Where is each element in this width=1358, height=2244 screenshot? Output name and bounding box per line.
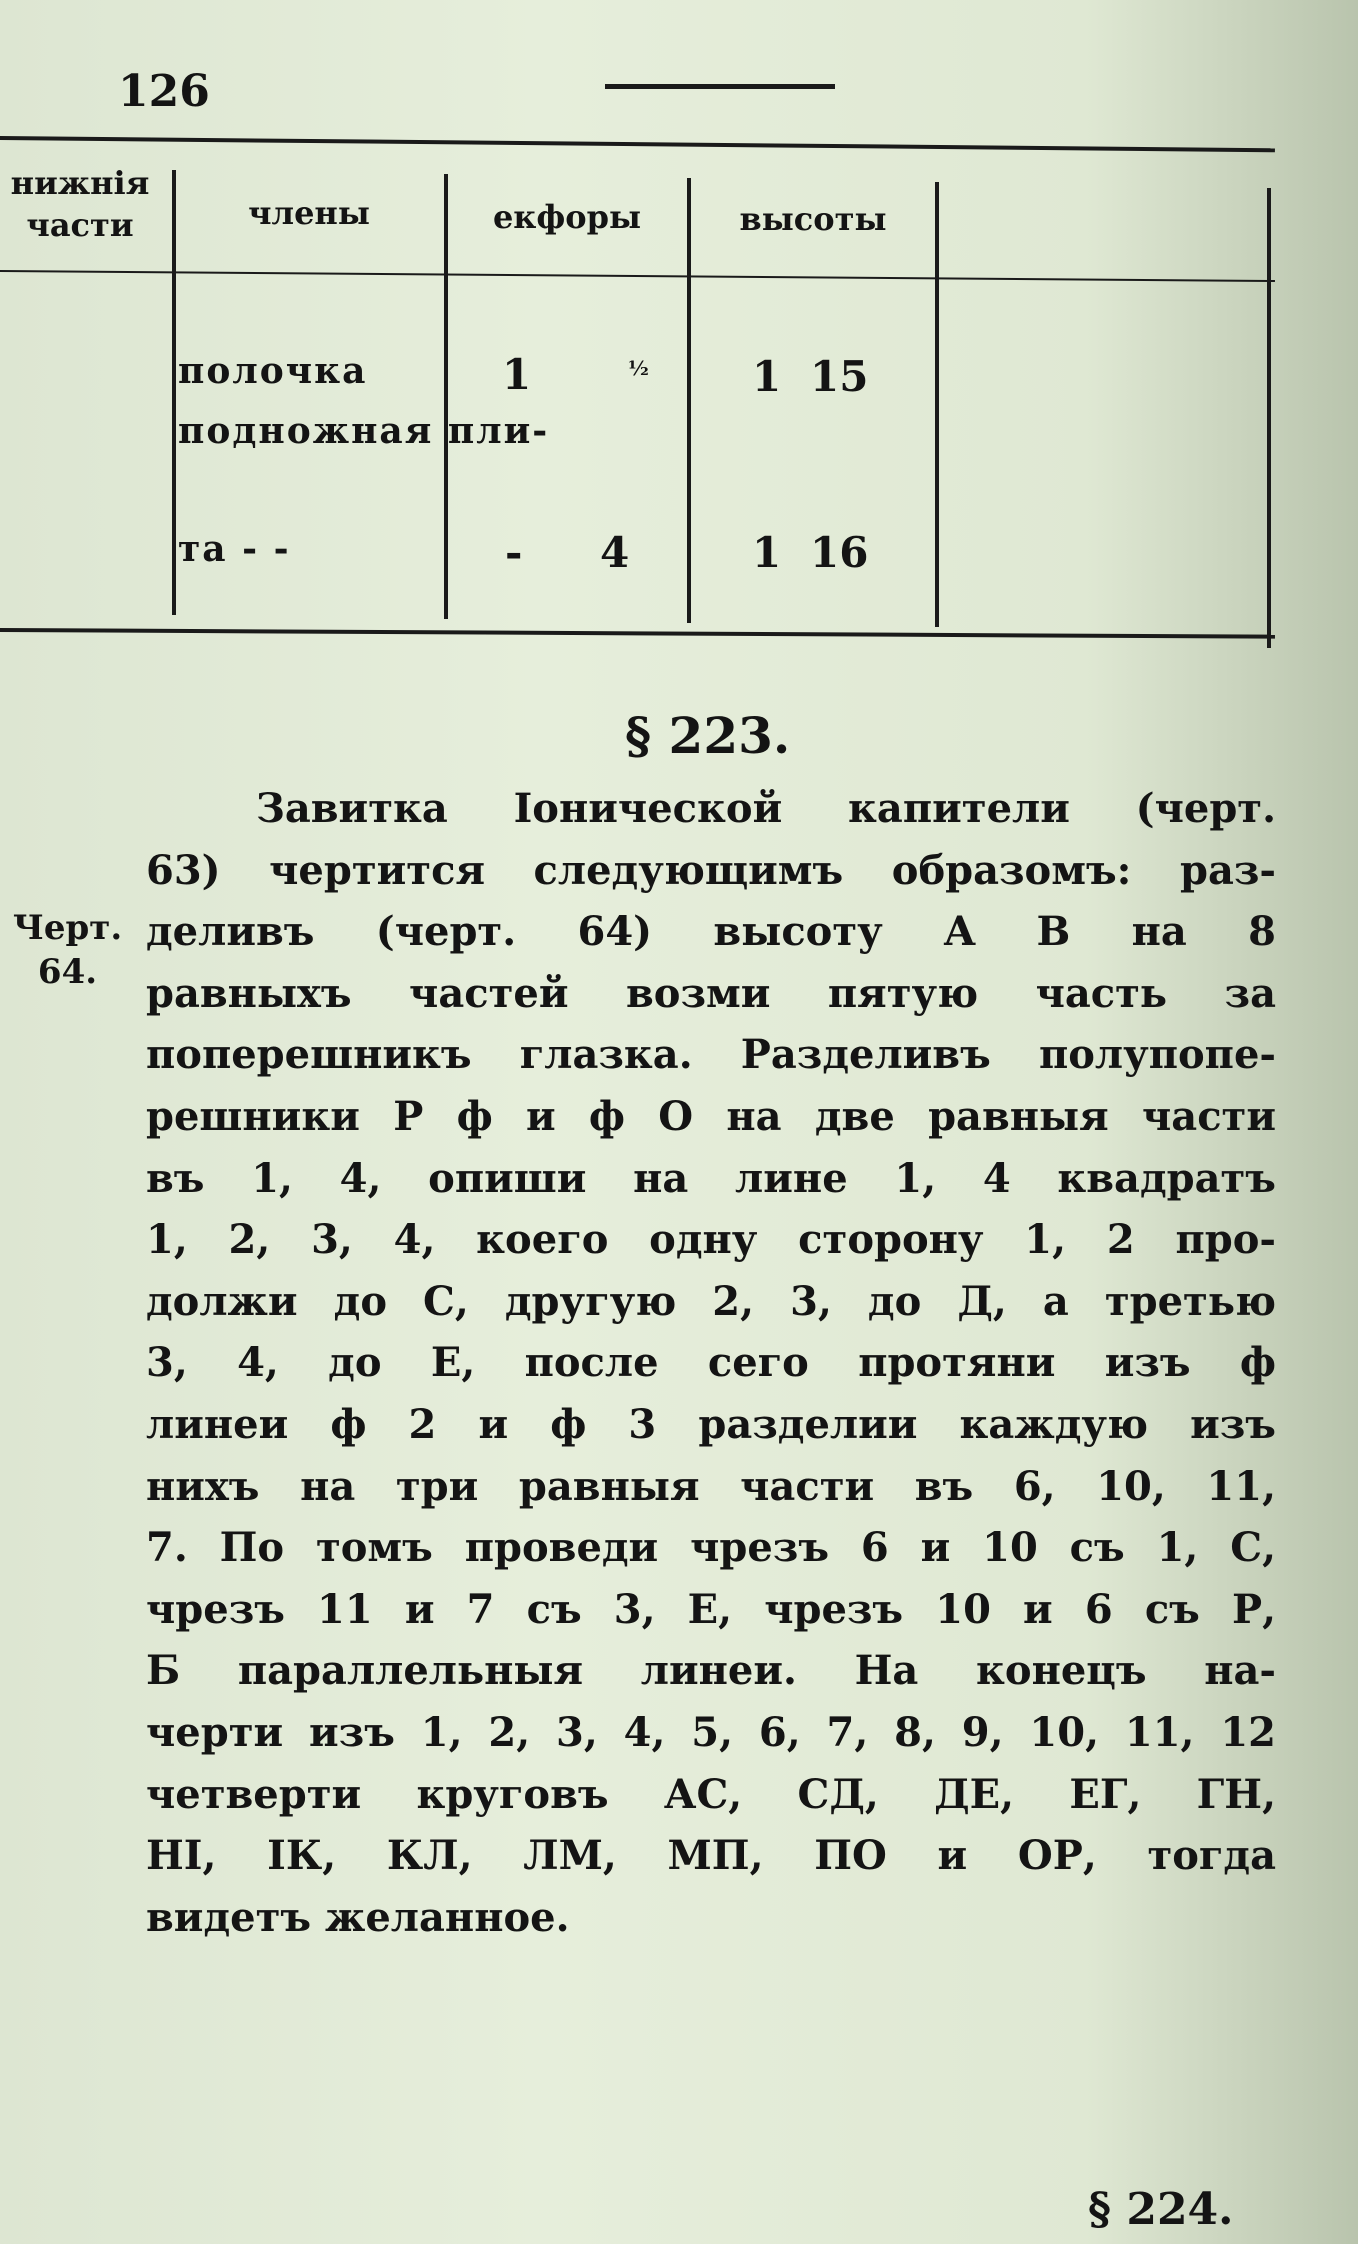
header-heights: высоты bbox=[739, 200, 887, 238]
text-line: 3, 4, до Е, после сего протяни изъ ф bbox=[146, 1339, 1276, 1387]
ekfora-value: - bbox=[505, 528, 523, 577]
table-bottom-rule bbox=[0, 628, 1275, 639]
ekfora-value: 4 bbox=[600, 528, 630, 577]
member-name: подножная пли- bbox=[178, 410, 550, 452]
text-line: линеи ф 2 и ф 3 разделии каждую изъ bbox=[146, 1400, 1276, 1448]
margin-note-line: Черт. bbox=[12, 908, 123, 948]
paragraph bbox=[146, 778, 1276, 1948]
text-line: поперешникъ глазка. Разделивъ полупопе- bbox=[146, 1031, 1276, 1079]
page-number: 126 bbox=[118, 66, 210, 117]
header-ekfora: екфоры bbox=[492, 198, 642, 236]
text-line: деливъ (черт. 64) высоту A B на 8 bbox=[146, 908, 1276, 956]
ekfora-fraction: ½ bbox=[628, 356, 649, 380]
table-top-rule bbox=[0, 136, 1275, 152]
height-value: 1 bbox=[752, 528, 782, 577]
table-right-border bbox=[1267, 188, 1271, 648]
member-name: та - - bbox=[178, 528, 291, 570]
margin-note bbox=[0, 906, 135, 994]
text-line: должи до С, другую 2, 3, до Д, а третью bbox=[146, 1277, 1276, 1325]
member-name: полочка bbox=[178, 350, 368, 392]
column-divider bbox=[172, 170, 176, 615]
text-line: чрезъ 11 и 7 съ 3, Е, чрезъ 10 и 6 съ Р, bbox=[146, 1585, 1276, 1633]
text-line: четверти круговъ АС, СД, ДЕ, ЕГ, ГН, bbox=[146, 1770, 1276, 1818]
height-value: 15 bbox=[810, 352, 869, 401]
text-line: 63) чертится следующимъ образомъ: раз- bbox=[146, 846, 1276, 894]
header-lower-parts: нижнія части bbox=[10, 164, 150, 244]
height-value: 1 bbox=[752, 352, 782, 401]
header-rule bbox=[605, 84, 835, 89]
text-line: Б параллельныя линеи. На конецъ на- bbox=[146, 1647, 1276, 1695]
text-line: 1, 2, 3, 4, коего одну сторону 1, 2 про- bbox=[146, 1216, 1276, 1264]
ekfora-value: 1 bbox=[502, 350, 532, 399]
section-heading: § 223. bbox=[625, 706, 791, 765]
text-line: решники Р ф и ф О на две равныя части bbox=[146, 1092, 1276, 1140]
text-line: 7. По томъ проведи чрезъ 6 и 10 съ 1, С, bbox=[146, 1524, 1276, 1572]
table-header-rule bbox=[0, 270, 1275, 282]
header-members: члены bbox=[248, 194, 370, 232]
column-divider bbox=[687, 178, 691, 623]
text-line: НІ, ІК, КЛ, ЛМ, МП, ПО и ОР, тогда bbox=[146, 1832, 1276, 1880]
margin-note-line: 64. bbox=[37, 952, 98, 992]
text-line: видетъ желанное. bbox=[146, 1893, 570, 1941]
column-divider bbox=[444, 174, 448, 619]
text-line: въ 1, 4, опиши на лине 1, 4 квадратъ bbox=[146, 1154, 1276, 1202]
column-divider bbox=[935, 182, 939, 627]
text-line: нихъ на три равныя части въ 6, 10, 11, bbox=[146, 1462, 1276, 1510]
height-value: 16 bbox=[810, 528, 869, 577]
text-line: равныхъ частей возми пятую часть за bbox=[146, 969, 1276, 1017]
text-line: Завитка Іонической капители (черт. bbox=[256, 785, 1276, 832]
text-line: черти изъ 1, 2, 3, 4, 5, 6, 7, 8, 9, 10, 11, 12 bbox=[146, 1708, 1276, 1756]
catchword: § 224. bbox=[1088, 2184, 1234, 2235]
